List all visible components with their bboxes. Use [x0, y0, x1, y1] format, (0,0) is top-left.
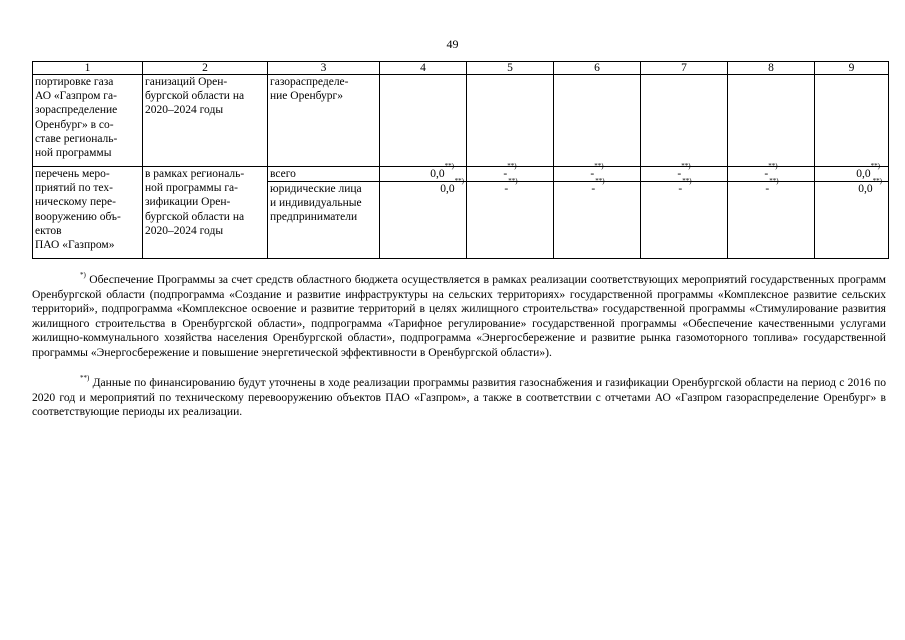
note-mark: **)	[507, 162, 517, 170]
value-legal	[641, 177, 727, 196]
note-mark: **)	[681, 162, 691, 170]
value-text: -	[590, 168, 595, 180]
page-number: 49	[446, 37, 459, 51]
row2-event-cell	[33, 167, 143, 259]
cell-line: юридические лица	[270, 183, 362, 195]
note-mark: **)	[682, 177, 692, 185]
cell-line: зораспределение	[35, 104, 118, 117]
value-legal	[467, 177, 553, 196]
empty-cell	[380, 75, 467, 167]
value-legal	[815, 177, 888, 196]
cell-line: бургской области на	[145, 90, 245, 103]
cell-line: ПАО «Газпром»	[35, 239, 115, 252]
row2-program-cell	[143, 167, 268, 259]
note-mark: **)	[769, 177, 779, 185]
value-text: 0,0	[440, 183, 455, 195]
footnote-mark: **)	[80, 374, 90, 383]
cell-line: ной программы га-	[145, 182, 238, 195]
footnote-1	[32, 273, 886, 361]
row2-source-cell	[268, 167, 380, 259]
cell-line: перечень меро-	[35, 168, 110, 180]
funding-table	[32, 61, 889, 259]
footnote-2	[32, 376, 886, 420]
cell-line: в рамках региональ-	[145, 168, 245, 180]
note-mark: **)	[872, 177, 882, 185]
col-header: 2	[143, 62, 268, 75]
col-header: 8	[728, 62, 815, 75]
row1-event-cell	[33, 75, 143, 167]
value-legal	[554, 177, 640, 196]
empty-cell	[554, 75, 641, 167]
row1-source-cell	[268, 75, 380, 167]
value-text: -	[678, 183, 683, 195]
value-text: 0,0	[858, 183, 873, 195]
value-cell	[467, 162, 554, 259]
cell-line: ганизаций Орен-	[145, 76, 228, 88]
table-row	[33, 167, 889, 259]
cell-line: ной программы	[35, 147, 112, 160]
note-mark: **)	[508, 177, 518, 185]
note-mark: **)	[870, 162, 880, 170]
cell-line: АО «Газпром га-	[35, 90, 117, 103]
col-header: 4	[380, 62, 467, 75]
footnote-text: Данные по финансированию будут уточнены в ходе реализации программы развития газоснабжения и газификации Оренбургской области на период с 2016 по 2020 год и мероприятий по техническому перевооружению объектов ПАО «Газпром», а также в соответствии с отчетами АО «Газпром газораспределение Оренбург» в соответствующие периоды их реализации.	[32, 376, 886, 419]
footnote-text: Обеспечение Программы за счет средств областного бюджета осуществляется в рамках реализации соответствующих мероприятий государственных программ Оренбургской области (подпрограмма «Создание и развитие инфраструктуры на сельских территориях» государственной программы «Комплексное развитие сельских территорий», подпрограмма «Комплексное освоение и развитие территорий в целях жилищного строительства» государственной программы «Стимулирование развития жилищного строительства в Оренбургской области», подпрограмма «Тарифное регулирование» государственной программы «Обеспечение качественными услугами жилищно-коммунального хозяйства населения Оренбургской области», подпрограмма «Энергосбережение и развитие рынка газомоторного топлива» государственной программы «Энергосбережение и повышение энергетической эффективности в Оренбургской области»).	[32, 273, 886, 359]
empty-cell	[641, 75, 728, 167]
value-text: -	[504, 183, 509, 195]
cell-line: 2020–2024 годы	[145, 104, 224, 117]
footnote-mark: *)	[80, 271, 86, 280]
empty-cell	[815, 75, 889, 167]
note-mark: **)	[768, 162, 778, 170]
value-legal	[728, 177, 814, 196]
note-mark: **)	[594, 162, 604, 170]
cell-line: приятий по тех-	[35, 182, 113, 195]
cell-line: ставе региональ-	[35, 132, 118, 145]
value-cell	[554, 162, 641, 259]
value-total	[382, 162, 464, 181]
note-mark: **)	[444, 162, 454, 170]
cell-line: газораспределе-	[270, 76, 349, 88]
table-row	[33, 75, 889, 167]
value-cell	[815, 162, 889, 259]
col-header: 6	[554, 62, 641, 75]
cell-line: портировке газа	[35, 76, 114, 88]
cell-line: ектов	[35, 224, 62, 237]
value-cell	[728, 162, 815, 259]
cell-line: и индивидуальные	[270, 197, 362, 210]
value-text: -	[764, 168, 769, 180]
value-cell	[641, 162, 728, 259]
cell-line: ние Оренбург»	[270, 90, 343, 103]
cell-line: 2020–2024 годы	[145, 224, 224, 237]
col-header: 1	[33, 62, 143, 75]
empty-cell	[467, 75, 554, 167]
cell-line: Оренбург» в со-	[35, 118, 114, 131]
source-total-label: всего	[270, 168, 296, 180]
value-cell	[380, 162, 467, 259]
cell-line: предприниматели	[270, 211, 358, 224]
table-header-row	[33, 62, 889, 75]
value-legal	[380, 177, 466, 196]
empty-cell	[728, 75, 815, 167]
value-text: -	[591, 183, 596, 195]
source-legal-entities-label	[268, 181, 379, 225]
cell-line: зификации Орен-	[145, 196, 231, 209]
col-header: 7	[641, 62, 728, 75]
cell-line: бургской области на	[145, 210, 245, 223]
value-text: 0,0	[856, 168, 871, 180]
value-text: 0,0	[430, 168, 445, 180]
value-text: -	[765, 183, 770, 195]
col-header: 3	[268, 62, 380, 75]
col-header: 9	[815, 62, 889, 75]
value-text: -	[677, 168, 682, 180]
note-mark: **)	[454, 177, 464, 185]
cell-line: ническому пере-	[35, 196, 116, 209]
col-header: 5	[467, 62, 554, 75]
note-mark: **)	[595, 177, 605, 185]
cell-line: вооружению объ-	[35, 210, 121, 223]
row1-program-cell	[143, 75, 268, 167]
value-text: -	[503, 168, 508, 180]
